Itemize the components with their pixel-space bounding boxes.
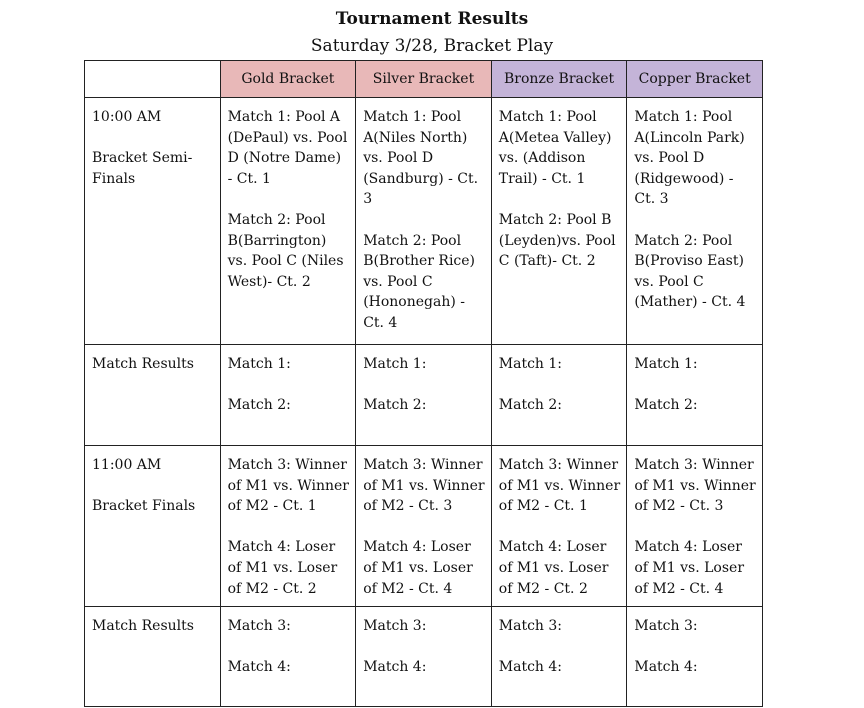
match-3-text: Match 3: Winner of M1 vs. Winner of M2 - Ct. 1 xyxy=(498,457,621,515)
match-4-result: Match 4: xyxy=(227,659,291,676)
match-1-result: Match 1: xyxy=(227,356,291,372)
gold-results-cell xyxy=(220,607,356,707)
match-1-text: Match 1: Pool A(Niles North) vs. Pool D (Sandburg) - Ct. 3 xyxy=(363,109,479,208)
bronze-finals-cell xyxy=(491,446,627,607)
match-1-text: Match 1: Pool A(Lincoln Park) vs. Pool D (Ridgewood) - Ct. 3 xyxy=(634,109,745,208)
match-2-result: Match 2: xyxy=(634,397,698,414)
silver-semi-cell xyxy=(356,98,492,345)
silver-results-cell xyxy=(356,345,492,446)
match-1-text: Match 1: Pool A(Metea Valley) vs. (Addison Trail) - Ct. 1 xyxy=(498,109,612,187)
table-row-semi-finals xyxy=(85,98,763,345)
match-2-text: Match 2: Pool B(Brother Rice) vs. Pool C (Hononegah) - Ct. 4 xyxy=(363,232,476,331)
page-title: Tournament Results xyxy=(335,9,529,29)
copper-finals-cell xyxy=(627,446,763,607)
row-label-finals xyxy=(85,446,221,607)
match-3-text: Match 3: Winner of M1 vs. Winner of M2 - Ct. 3 xyxy=(363,457,485,515)
time-label: 11:00 AM xyxy=(92,457,162,473)
copper-semi-cell xyxy=(627,98,763,345)
match-2-result: Match 2: xyxy=(227,397,291,414)
match-4-result: Match 4: xyxy=(498,659,563,676)
bronze-results-cell xyxy=(491,345,627,446)
gold-semi-cell xyxy=(220,98,356,345)
silver-results-cell xyxy=(356,607,492,707)
match-3-result: Match 3: xyxy=(363,618,427,634)
match-2-text: Match 2: Pool B(Proviso East) vs. Pool C (Mather) - Ct. 4 xyxy=(634,232,746,311)
row-label-match-results: Match Results xyxy=(85,345,221,446)
header-row xyxy=(85,61,763,98)
match-3-result: Match 3: xyxy=(634,618,698,634)
match-4-text: Match 4: Loser of M1 vs. Loser of M2 - Ct. 4 xyxy=(634,539,745,597)
round-label: Bracket Finals xyxy=(92,498,196,515)
match-3-result: Match 3: xyxy=(227,618,291,634)
silver-finals-cell xyxy=(356,446,492,607)
gold-results-cell xyxy=(220,345,356,446)
match-2-result: Match 2: xyxy=(498,397,563,414)
match-4-text: Match 4: Loser of M1 vs. Loser of M2 - Ct. 4 xyxy=(363,539,473,597)
copper-results-cell xyxy=(627,607,763,707)
match-1-result: Match 1: xyxy=(634,356,698,372)
match-4-text: Match 4: Loser of M1 vs. Loser of M2 - Ct. 2 xyxy=(498,539,609,597)
match-3-result: Match 3: xyxy=(498,618,563,634)
bronze-results-cell xyxy=(491,607,627,707)
match-1-result: Match 1: xyxy=(363,356,427,372)
bronze-semi-cell xyxy=(491,98,627,345)
page-subtitle: Saturday 3/28, Bracket Play xyxy=(310,36,554,56)
table-row-match-results-1 xyxy=(85,345,763,446)
gold-finals-cell xyxy=(220,446,356,607)
row-label-semi-finals xyxy=(85,98,221,345)
header-copper-bracket: Copper Bracket xyxy=(627,61,763,98)
header-blank xyxy=(85,61,221,98)
match-1-text: Match 1: Pool A (DePaul) vs. Pool D (Notre Dame) - Ct. 1 xyxy=(227,109,348,187)
match-4-result: Match 4: xyxy=(634,659,698,676)
match-2-text: Match 2: Pool B(Barrington) vs. Pool C (Niles West)- Ct. 2 xyxy=(227,211,344,290)
table-row-match-results-2 xyxy=(85,607,763,707)
row-label-match-results: Match Results xyxy=(85,607,221,707)
copper-results-cell xyxy=(627,345,763,446)
match-3-text: Match 3: Winner of M1 vs. Winner of M2 - Ct. 1 xyxy=(227,457,349,515)
header-gold-bracket: Gold Bracket xyxy=(220,61,356,98)
round-label: Bracket Semi-Finals xyxy=(92,150,193,187)
header-bronze-bracket: Bronze Bracket xyxy=(491,61,627,98)
header-silver-bracket: Silver Bracket xyxy=(356,61,492,98)
match-3-text: Match 3: Winner of M1 vs. Winner of M2 - Ct. 3 xyxy=(634,457,756,515)
match-2-result: Match 2: xyxy=(363,397,427,414)
time-label: 10:00 AM xyxy=(92,109,162,125)
match-4-text: Match 4: Loser of M1 vs. Loser of M2 - Ct. 2 xyxy=(227,539,338,597)
match-4-result: Match 4: xyxy=(363,659,427,676)
match-2-text: Match 2: Pool B (Leyden)vs. Pool C (Taft)- Ct. 2 xyxy=(498,211,616,270)
table-row-finals xyxy=(85,446,763,607)
match-1-result: Match 1: xyxy=(498,356,563,372)
results-table xyxy=(84,60,763,707)
